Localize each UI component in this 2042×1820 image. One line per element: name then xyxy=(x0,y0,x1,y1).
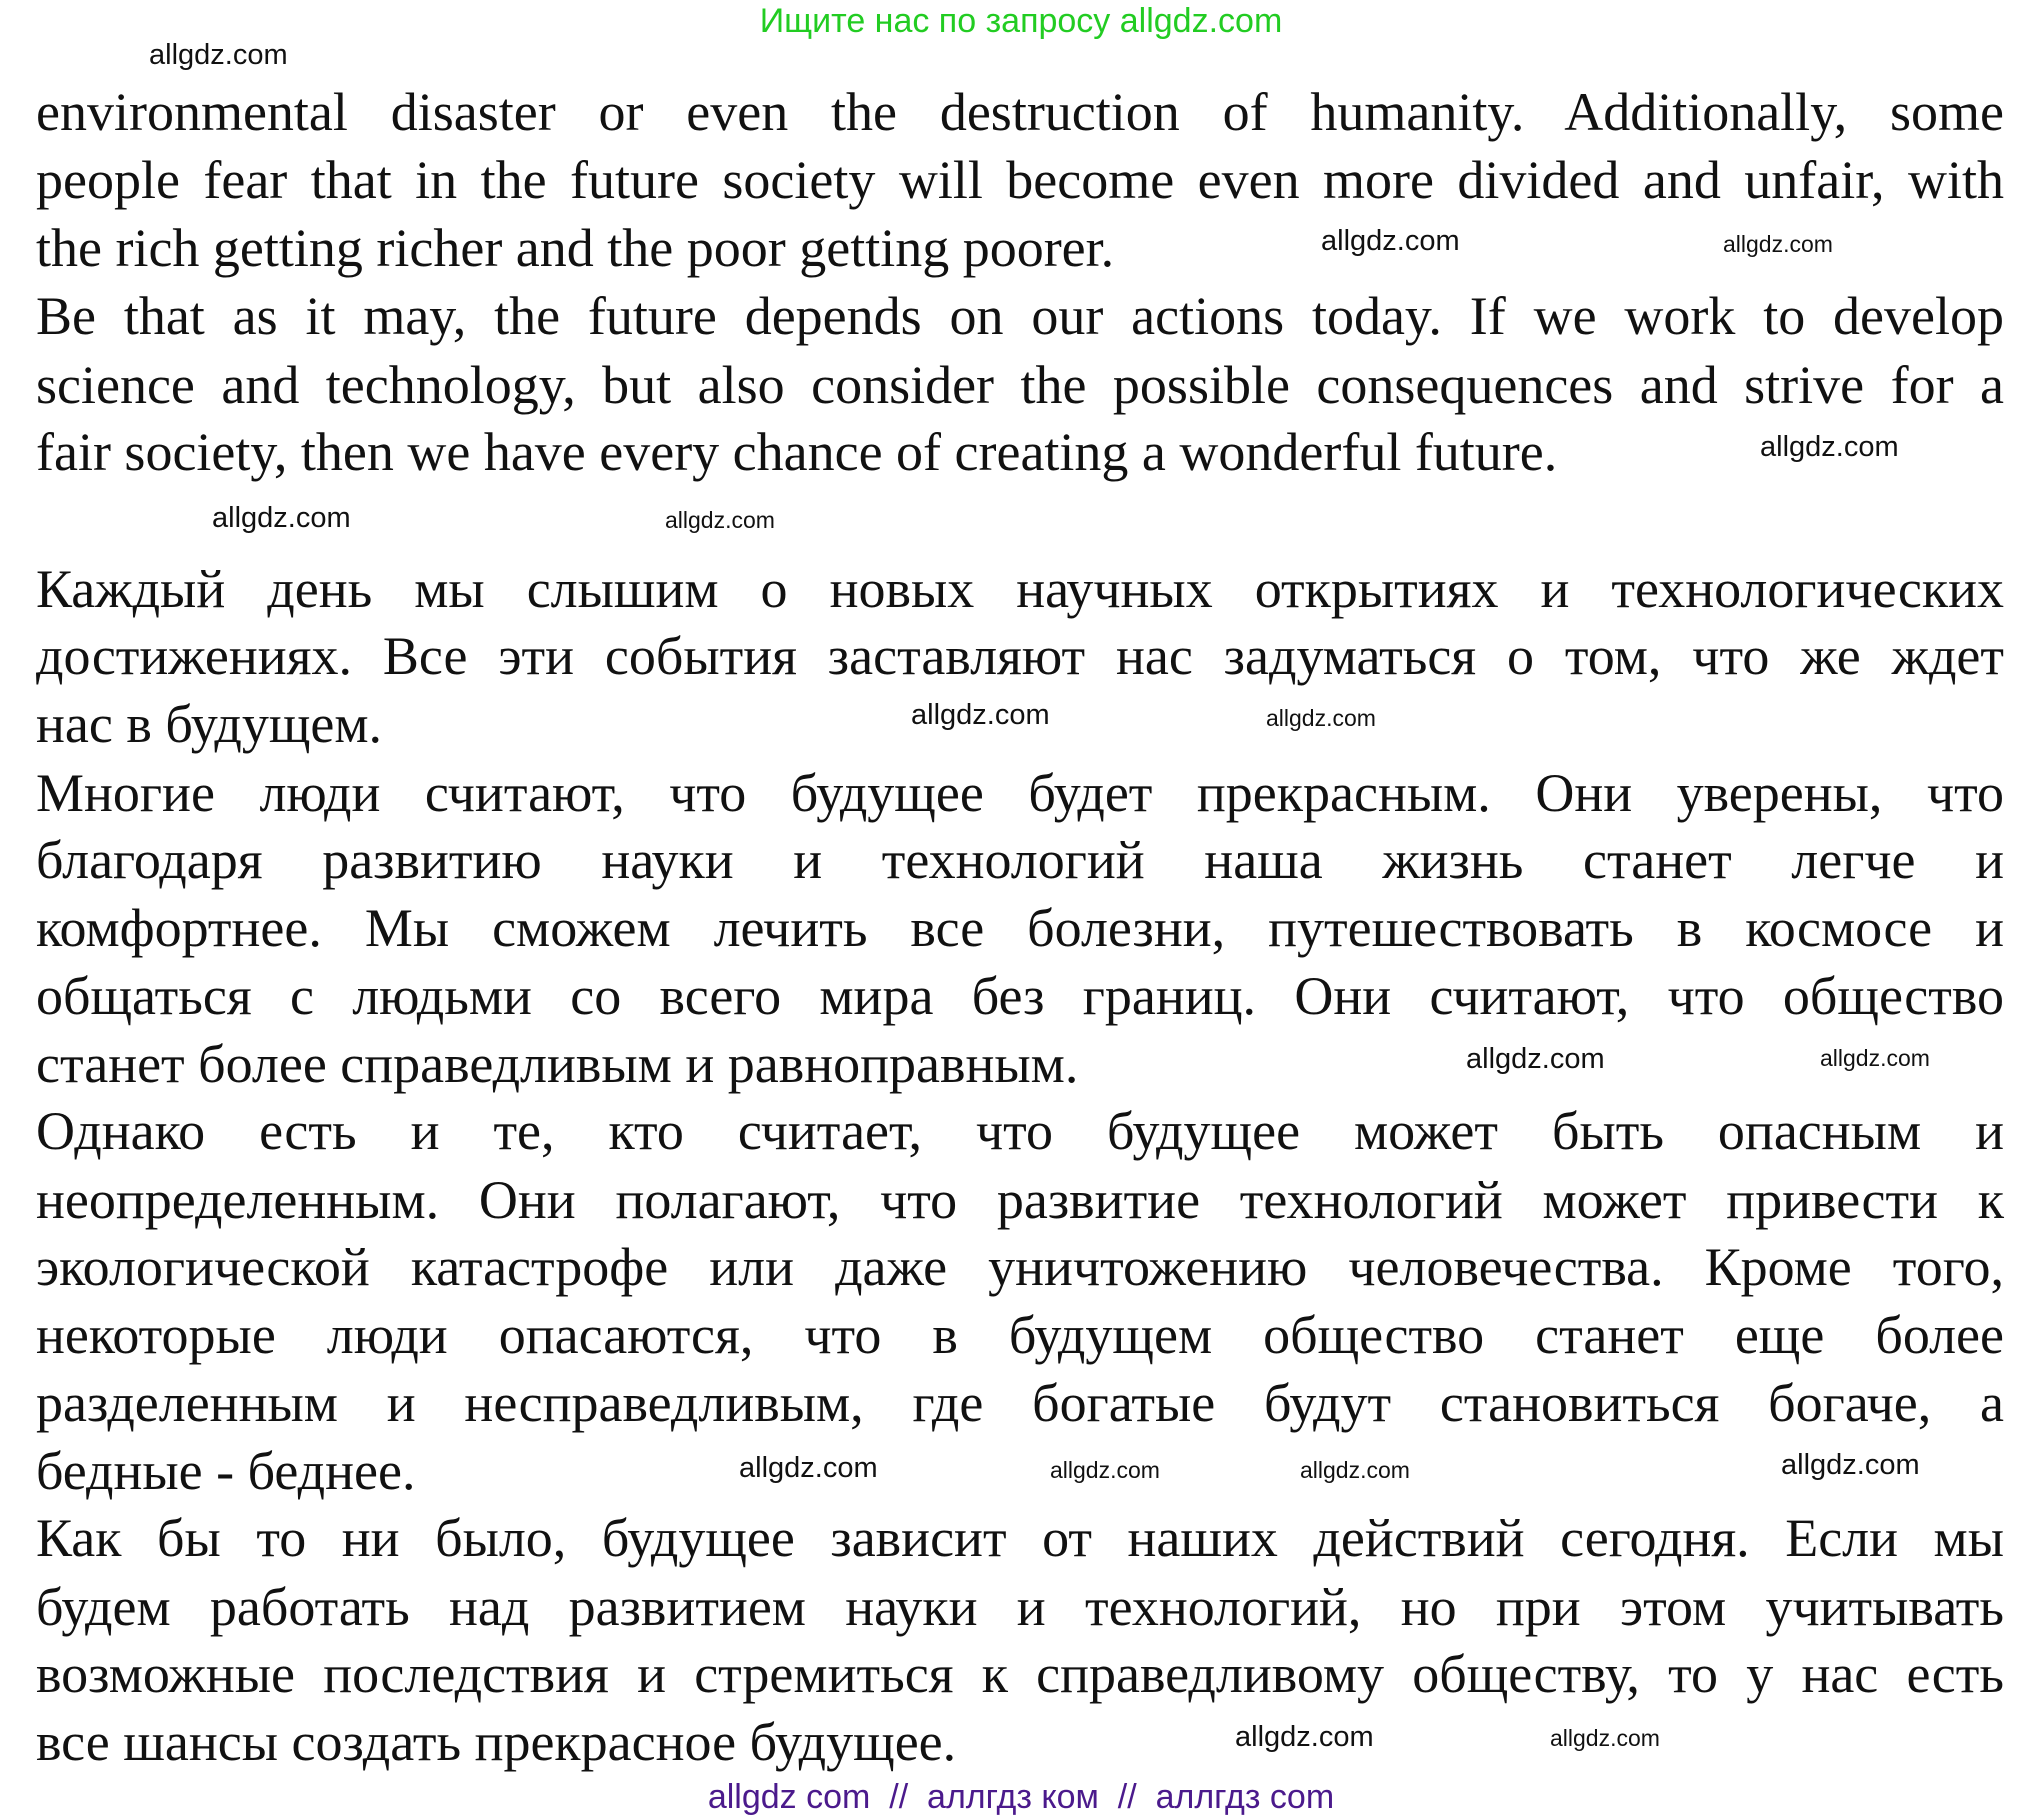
text-line: неопределенным. Они полагают, что развитие технологий может привести к xyxy=(36,1170,2004,1230)
watermark: allgdz.com xyxy=(911,699,1050,731)
text-line: возможные последствия и стремиться к справедливому обществу, то у нас есть xyxy=(36,1644,2004,1704)
text-line: science and technology, but also consider the possible consequences and strive for a xyxy=(36,355,2004,415)
watermark: allgdz.com xyxy=(1723,231,1833,257)
watermark: allgdz.com xyxy=(665,507,775,533)
text-line: все шансы создать прекрасное будущее. xyxy=(36,1712,957,1772)
watermark: allgdz.com xyxy=(149,39,288,71)
text-line: the rich getting richer and the poor getting poorer. xyxy=(36,218,1115,278)
text-line: Многие люди считают, что будущее будет прекрасным. Они уверены, что xyxy=(36,763,2004,823)
watermark: allgdz.com xyxy=(1266,705,1376,731)
footer-banner: allgdz com // аллгдз ком // аллгдз com xyxy=(707,1778,1335,1816)
watermark: allgdz.com xyxy=(1760,431,1899,463)
text-line: Как бы то ни было, будущее зависит от наших действий сегодня. Если мы xyxy=(36,1508,2004,1568)
text-line: достижениях. Все эти события заставляют нас задуматься о том, что же ждет xyxy=(36,626,2004,686)
watermark: allgdz.com xyxy=(1235,1721,1374,1753)
text-line: fair society, then we have every chance of creating a wonderful future. xyxy=(36,422,1558,482)
text-line: общаться с людьми со всего мира без границ. Они считают, что общество xyxy=(36,966,2004,1026)
watermark: allgdz.com xyxy=(1466,1043,1605,1075)
watermark: allgdz.com xyxy=(1300,1457,1410,1483)
text-line: будем работать над развитием науки и технологий, но при этом учитывать xyxy=(36,1577,2004,1637)
watermark: allgdz.com xyxy=(739,1452,878,1484)
text-line: environmental disaster or even the destruction of humanity. Additionally, some xyxy=(36,82,2004,142)
watermark: allgdz.com xyxy=(212,502,351,534)
watermark: allgdz.com xyxy=(1550,1725,1660,1751)
watermark: allgdz.com xyxy=(1820,1045,1930,1071)
header-banner: Ищите нас по запросу allgdz.com xyxy=(759,2,1283,40)
text-line: благодаря развитию науки и технологий наша жизнь станет легче и xyxy=(36,830,2004,890)
text-line: разделенным и несправедливым, где богатые будут становиться богаче, а xyxy=(36,1373,2004,1433)
text-line: Каждый день мы слышим о новых научных открытиях и технологических xyxy=(36,559,2004,619)
watermark: allgdz.com xyxy=(1781,1449,1920,1481)
text-line: комфортнее. Мы сможем лечить все болезни, путешествовать в космосе и xyxy=(36,898,2004,958)
text-line: нас в будущем. xyxy=(36,694,383,754)
watermark: allgdz.com xyxy=(1050,1457,1160,1483)
text-line: бедные - беднее. xyxy=(36,1441,416,1501)
watermark: allgdz.com xyxy=(1321,225,1460,257)
text-line: экологической катастрофе или даже уничтожению человечества. Кроме того, xyxy=(36,1237,2004,1297)
text-line: people fear that in the future society will become even more divided and unfair, with xyxy=(36,150,2004,210)
text-line: Be that as it may, the future depends on our actions today. If we work to develop xyxy=(36,286,2004,346)
text-line: станет более справедливым и равноправным. xyxy=(36,1034,1079,1094)
text-line: некоторые люди опасаются, что в будущем общество станет еще более xyxy=(36,1305,2004,1365)
text-line: Однако есть и те, кто считает, что будущее может быть опасным и xyxy=(36,1101,2004,1161)
